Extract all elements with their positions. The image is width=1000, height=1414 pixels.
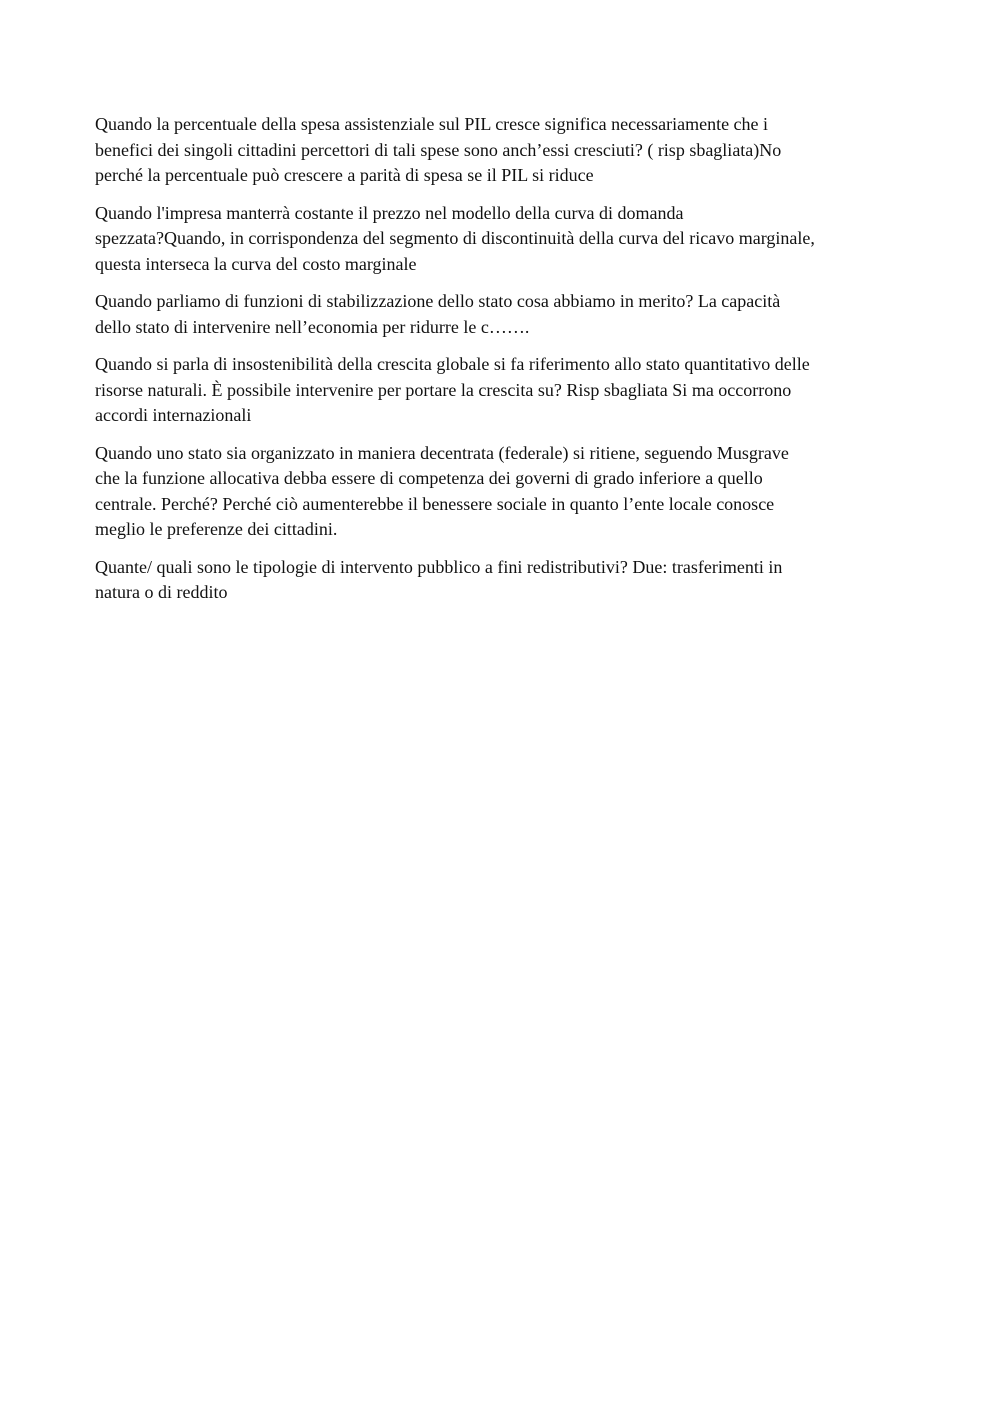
document-body (95, 112, 910, 618)
paragraph-2: Quando l'impresa manterrà costante il prezzo nel modello della curva di domanda spezzata?Quando, in corrispondenza del segmento di discontinuità della curva del ricavo marginale, questa interseca la curva del costo marginale (95, 202, 815, 274)
paragraph-6: Quante/ quali sono le tipologie di intervento pubblico a fini redistributivi? Due: trasferimenti in natura o di reddito (95, 556, 783, 602)
paragraph-5: Quando uno stato sia organizzato in maniera decentrata (federale) si ritiene, seguendo Musgrave che la funzione allocativa debba essere di competenza dei governi di grado inferiore a quello centrale. Perché? Perché ciò aumenterebbe il benessere sociale in quanto l’ente locale conosce meglio le preferenze dei cittadini. (95, 442, 789, 539)
paragraph-1: Quando la percentuale della spesa assistenziale sul PIL cresce significa necessariamente che i benefici dei singoli cittadini percettori di tali spese sono anch’essi cresciuti? ( risp sbagliata)No perché la percentuale può crescere a parità di spesa se il PIL si riduce (95, 114, 782, 185)
paragraph-4: Quando si parla di insostenibilità della crescita globale si fa riferimento allo stato quantitativo delle risorse naturali. È possibile intervenire per portare la crescita su? Risp sbagliata Si ma occorrono accordi internazionali (95, 354, 810, 425)
paragraph-3: Quando parliamo di funzioni di stabilizzazione dello stato cosa abbiamo in merito? La capacità dello stato di intervenire nell’economia per ridurre le c……. (95, 291, 781, 337)
